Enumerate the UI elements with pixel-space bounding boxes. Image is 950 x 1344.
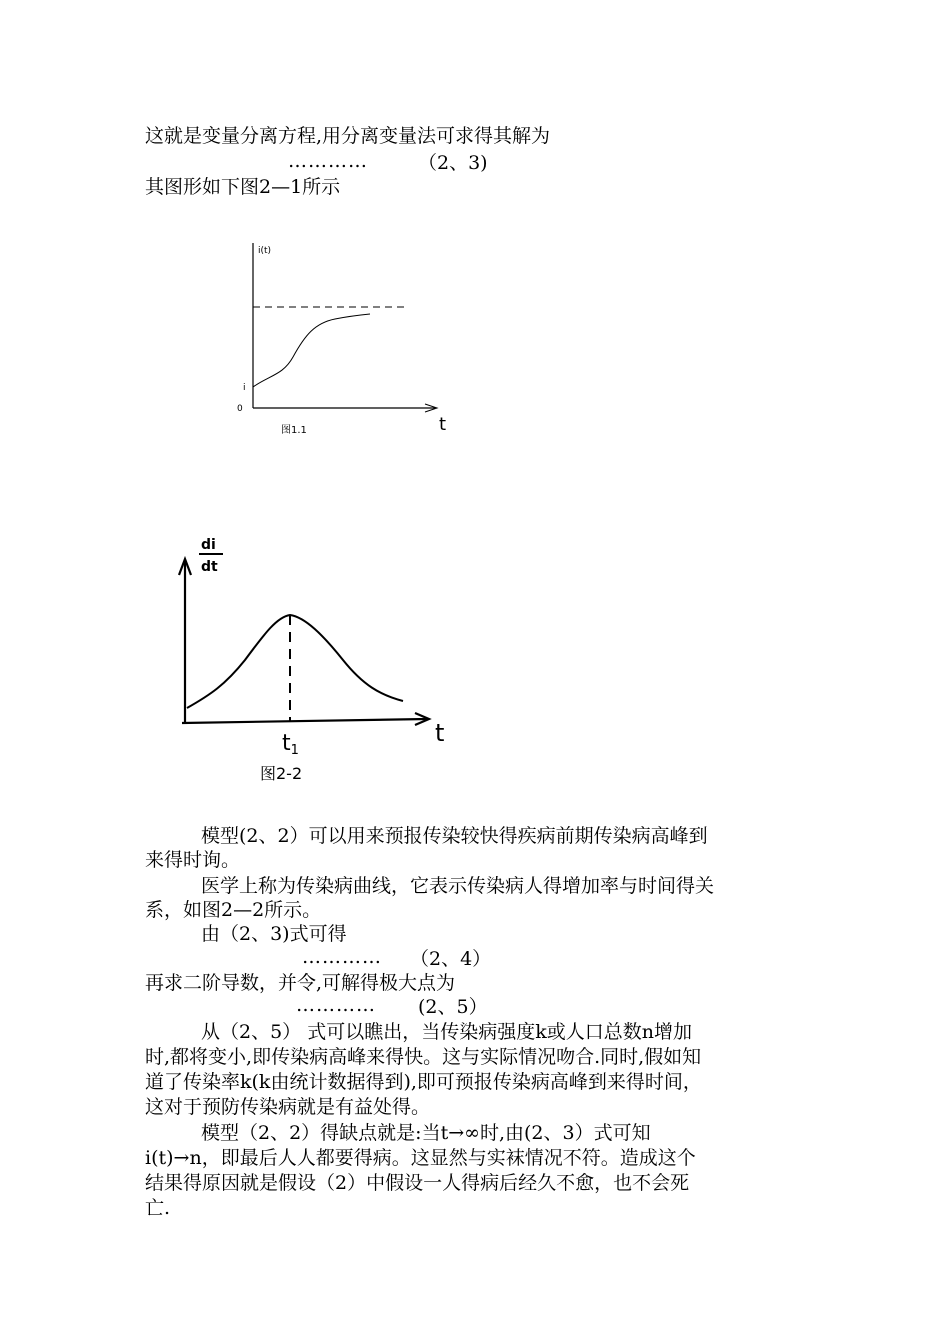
- figure-caption: 图2-2: [260, 764, 303, 783]
- paragraph-line: 医学上称为传染病曲线，它表示传染病人得增加率与时间得关: [201, 875, 715, 897]
- paragraph-line: 由（2、3)式可得: [201, 923, 347, 945]
- figure-caption: 图1.1: [281, 425, 307, 436]
- paragraph-line: 时,都将变小,即传染病高峰来得快。这与实际情况吻合.同时,假如知: [145, 1046, 702, 1068]
- peak-label: t1: [282, 731, 299, 758]
- paragraph-line: 模型（2、2）得缺点就是:当t→∞时,由(2、3）式可知: [201, 1122, 651, 1144]
- paragraph-line: 系，如图2—2所示。: [145, 899, 322, 921]
- paragraph-line: 再求二阶导数，并令,可解得极大点为: [145, 972, 456, 994]
- origin-label: 0: [237, 404, 243, 414]
- equation-number: (2、5）: [418, 996, 488, 1018]
- paragraph-line: 结果得原因就是假设（2）中假设一人得病后经久不愈，也不会死: [145, 1172, 690, 1194]
- x-axis-label: t: [439, 414, 447, 435]
- equation-number: （2、3): [418, 152, 488, 174]
- figure-2-2: [165, 535, 465, 790]
- paragraph-line: 亡.: [145, 1197, 171, 1219]
- y0-label: i: [243, 383, 246, 393]
- paragraph-line: 模型(2、2）可以用来预报传染较快得疾病前期传染病高峰到: [201, 825, 708, 847]
- bell-curve: [187, 615, 403, 708]
- dot-leader: …………: [296, 994, 376, 1016]
- paragraph-line: 这对于预防传染病就是有益处得。: [145, 1096, 431, 1118]
- paragraph-line: i(t)→n，即最后人人都要得病。这显然与实袜情况不符。造成这个: [145, 1147, 696, 1169]
- x-axis-label: t: [435, 719, 445, 747]
- dot-leader: …………: [288, 150, 368, 172]
- y-label-numerator: di: [201, 537, 216, 553]
- text-line: 这就是变量分离方程,用分离变量法可求得其解为: [145, 125, 551, 147]
- y-label-denominator: dt: [201, 559, 218, 575]
- paragraph-line: 道了传染率k(k由统计数据得到),即可预报传染病高峰到来得时间，: [145, 1071, 702, 1093]
- y-axis-label: i(t): [258, 246, 272, 256]
- paragraph-line: 从（2、5） 式可以瞧出，当传染病强度k或人口总数n增加: [201, 1021, 692, 1043]
- dot-leader: …………: [302, 946, 382, 968]
- figure-2-1: [225, 235, 465, 440]
- x-axis: [182, 719, 427, 723]
- logistic-curve: [253, 314, 370, 387]
- equation-number: （2、4）: [410, 948, 492, 970]
- text-line: 其图形如下图2—1所示: [145, 176, 341, 198]
- paragraph-line: 来得时询。: [145, 849, 241, 871]
